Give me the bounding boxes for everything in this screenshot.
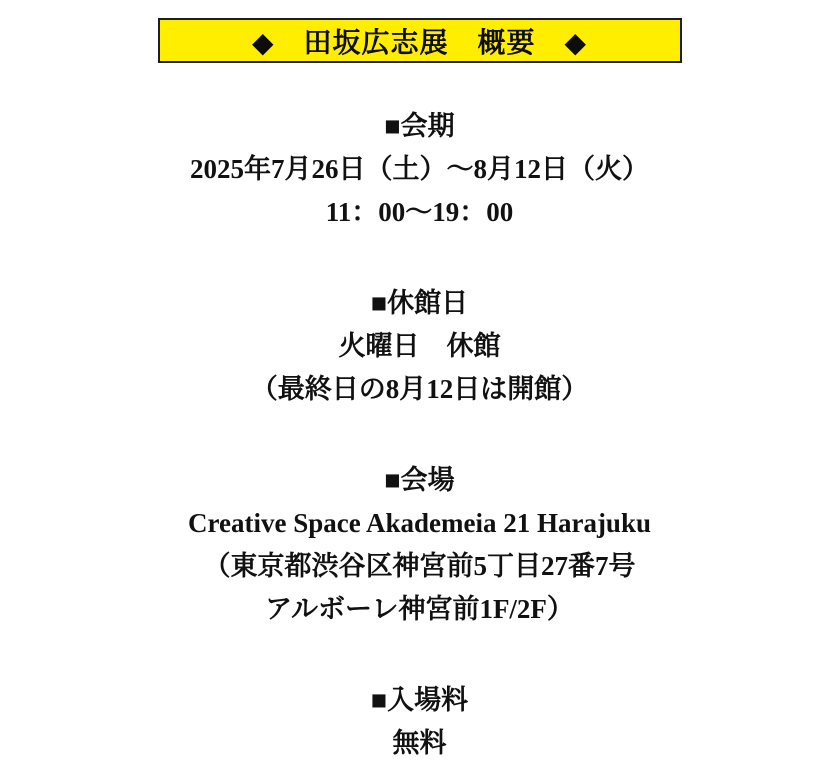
venue-address-line-2: アルボーレ神宮前1F/2F） bbox=[265, 594, 574, 624]
period-dates-line: 2025年7月26日（土）～8月12日（火） bbox=[190, 154, 649, 184]
title-banner-text: ◆ 田坂広志展 概要 ◆ bbox=[251, 27, 588, 59]
section-heading-venue: ■会場 bbox=[384, 465, 455, 495]
title-banner bbox=[158, 18, 682, 63]
venue-name-line: Creative Space Akademeia 21 Harajuku bbox=[188, 508, 651, 538]
section-heading-closed-days: ■休館日 bbox=[370, 288, 469, 318]
section-venue bbox=[0, 459, 839, 631]
section-admission bbox=[0, 679, 839, 765]
period-hours-line: 11：00～19：00 bbox=[325, 197, 514, 227]
admission-fee-line: 無料 bbox=[392, 728, 447, 758]
venue-address-line-1: （東京都渋谷区神宮前5丁目27番7号 bbox=[203, 551, 636, 581]
section-closed-days bbox=[0, 282, 839, 411]
section-heading-period: ■会期 bbox=[384, 111, 455, 141]
section-exhibition-period bbox=[0, 105, 839, 234]
closed-day-line: 火曜日 休館 bbox=[338, 331, 501, 361]
section-heading-admission: ■入場料 bbox=[370, 685, 469, 715]
closed-day-note-line: （最終日の8月12日は開館） bbox=[250, 374, 589, 404]
